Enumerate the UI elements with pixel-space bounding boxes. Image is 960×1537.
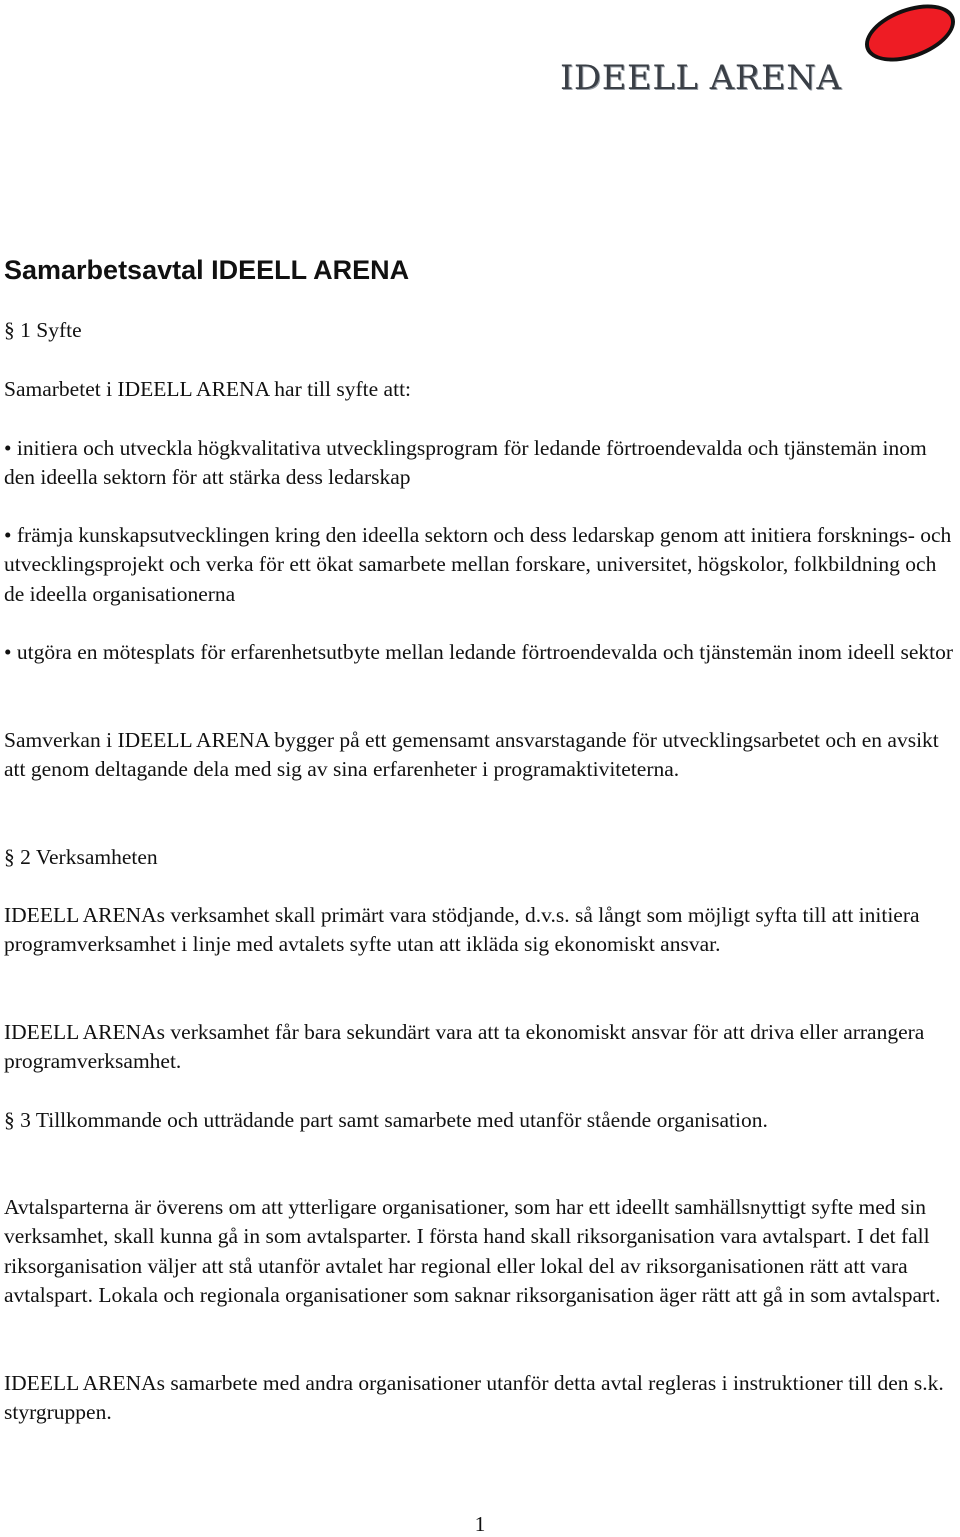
page-number: 1 <box>474 1512 486 1536</box>
paragraph-intro: Samarbetet i IDEELL ARENA har till syfte att: <box>4 377 412 401</box>
paragraph-verksamhet-1: IDEELL ARENAs verksamhet skall primärt vara stödjande, d.v.s. så långt som möjligt syfta till att initiera programverksamhet i linje med avtalets syfte utan att ikläda sig ekonomiskt ansvar. <box>4 903 920 957</box>
section-heading-2: § 2 Verksamheten <box>4 845 158 869</box>
bullet-item-2: • främja kunskapsutvecklingen kring den ideella sektorn och dess ledarskap genom att initiera forsknings- och utvecklingsprojekt och verka för ett ökat samarbete mellan forskare, universitet, högskolor, folkbildning och de ideella organisationerna <box>4 523 952 606</box>
section-heading-1: § 1 Syfte <box>4 318 82 342</box>
logo <box>556 0 960 100</box>
paragraph-avtalsparter: Avtalsparterna är överens om att ytterligare organisationer, som har ett ideellt samhällsnyttigt syfte med sin verksamhet, skall kunna gå in som avtalsparter. I första hand skall riksorganisation vara avtalspart. I det fall riksorganisation väljer att stå utanför avtalet har regional eller lokal del av riksorganisationen rätt att vara avtalspart. Lokala och regionala organisationer som saknar riksorganisation äger rätt att gå in som avtalspart. <box>4 1195 941 1307</box>
logo-text: IDEELL ARENA <box>560 58 842 98</box>
bullet-item-1: • initiera och utveckla högkvalitativa utvecklingsprogram för ledande förtroendevalda och tjänstemän inom den ideella sektorn för att stärka dess ledarskap <box>4 436 927 490</box>
bullet-item-3: • utgöra en mötesplats för erfarenhetsutbyte mellan ledande förtroendevalda och tjänstemän inom ideell sektor <box>4 640 954 664</box>
section-heading-3: § 3 Tillkommande och utträdande part samt samarbete med utanför stående organisation. <box>4 1108 768 1132</box>
red-ellipse-icon <box>858 0 960 72</box>
paragraph-verksamhet-2: IDEELL ARENAs verksamhet får bara sekundärt vara att ta ekonomiskt ansvar för att driva eller arrangera programverksamhet. <box>4 1020 925 1074</box>
paragraph-samverkan: Samverkan i IDEELL ARENA bygger på ett gemensamt ansvarstagande för utvecklingsarbetet och en avsikt att genom deltagande dela med sig av sina erfarenheter i programaktiviteterna. <box>4 728 939 782</box>
document-title: Samarbetsavtal IDEELL ARENA <box>4 255 410 285</box>
paragraph-samarbete: IDEELL ARENAs samarbete med andra organisationer utanför detta avtal regleras i instruktioner till den s.k. styrgruppen. <box>4 1371 944 1425</box>
